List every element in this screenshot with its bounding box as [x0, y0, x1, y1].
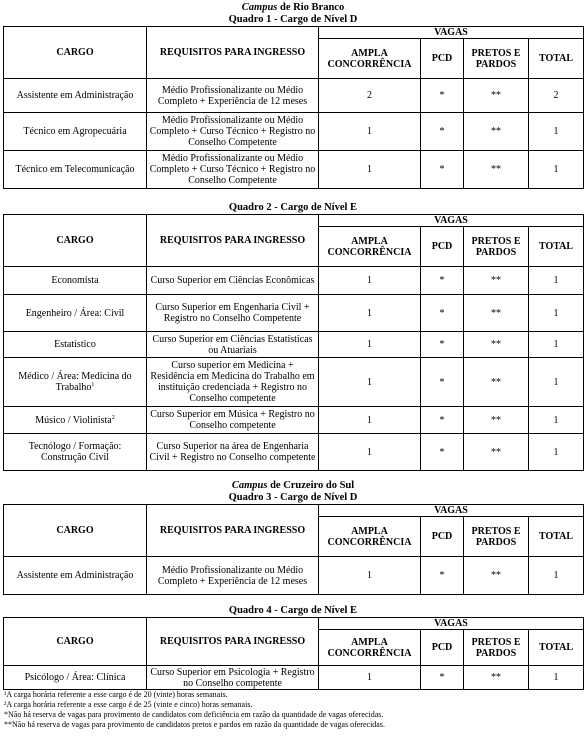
cell-total: 1 — [529, 666, 584, 690]
cell-ampla: 1 — [319, 267, 421, 295]
quadro-4-table — [3, 617, 584, 690]
cell-requisitos: Curso Superior em Ciências Econômicas — [147, 267, 319, 295]
campus-heading — [0, 480, 586, 491]
cell-ampla: 1 — [319, 151, 421, 189]
cell-requisitos: Curso Superior em Música + Registro no Conselho competente — [147, 407, 319, 434]
campus-location: de Cruzeiro do Sul — [267, 480, 355, 491]
cell-total: 1 — [529, 407, 584, 434]
quadro-title: Quadro 2 - Cargo de Nível E — [228, 202, 358, 213]
header-pcd: PCD — [421, 630, 464, 666]
cell-requisitos: Médio Profissionalizante ou Médio Completo + Experiência de 12 meses — [147, 79, 319, 113]
quadro-3-table — [3, 504, 584, 595]
quadro-title: Quadro 3 - Cargo de Nível D — [228, 492, 358, 503]
cell-cargo: Economista — [4, 267, 147, 295]
cell-cargo: Assistente em Administração — [4, 79, 147, 113]
header-ampla: AMPLA CONCORRÊNCIA — [319, 39, 421, 79]
header-pretos: PRETOS E PARDOS — [464, 517, 529, 557]
cell-pcd: * — [421, 434, 464, 471]
header-pretos: PRETOS E PARDOS — [464, 227, 529, 267]
footnote: **Não há reserva de vagas para provimento de candidatos pretos e pardos em razão da quantidade de vagas oferecidas. — [4, 720, 385, 729]
cell-total: 1 — [529, 358, 584, 407]
cell-cargo — [4, 358, 147, 407]
cell-cargo: Estatístico — [4, 332, 147, 358]
header-total: TOTAL — [529, 630, 584, 666]
header-ampla: AMPLA CONCORRÊNCIA — [319, 517, 421, 557]
footnote-marker: 1 — [91, 382, 95, 388]
header-cargo: CARGO — [4, 505, 147, 557]
cell-requisitos: Médio Profissionalizante ou Médio Completo + Curso Técnico + Registro no Conselho Competente — [147, 151, 319, 189]
cell-ampla: 2 — [319, 79, 421, 113]
cell-cargo — [4, 407, 147, 434]
footnotes — [4, 690, 584, 730]
cell-pretos: ** — [464, 151, 529, 189]
footnote-marker: 2 — [111, 414, 115, 421]
header-pretos: PRETOS E PARDOS — [464, 630, 529, 666]
cell-requisitos: Curso superior em Medicina + Residência em Medicina do Trabalho em instituição credenciada + Registro no Conselho competente — [147, 358, 319, 407]
cell-pcd: * — [421, 407, 464, 434]
cell-requisitos: Curso Superior na área de Engenharia Civil + Registro no Conselho competente — [147, 434, 319, 471]
header-total: TOTAL — [529, 39, 584, 79]
cell-pretos: ** — [464, 113, 529, 151]
table-row — [4, 267, 584, 295]
table-row — [4, 79, 584, 113]
header-requisitos: REQUISITOS PARA INGRESSO — [147, 215, 319, 267]
cargo-text: Médico / Área: Medicina do Trabalho — [18, 371, 132, 393]
campus-label: Campus — [241, 2, 278, 13]
quadro-2-table — [3, 214, 584, 471]
header-vagas: VAGAS — [319, 215, 584, 227]
header-pcd: PCD — [421, 39, 464, 79]
header-cargo: CARGO — [4, 618, 147, 666]
cell-pcd: * — [421, 666, 464, 690]
header-cargo: CARGO — [4, 215, 147, 267]
table-row — [4, 113, 584, 151]
cell-requisitos: Curso Superior em Ciências Estatísticas ou Atuariais — [147, 332, 319, 358]
cell-requisitos: Curso Superior em Psicologia + Registro no Conselho competente — [147, 666, 319, 690]
header-vagas: VAGAS — [319, 505, 584, 517]
cell-pretos: ** — [464, 407, 529, 434]
cell-total: 1 — [529, 295, 584, 332]
campus-label: Campus — [231, 480, 268, 491]
cell-requisitos: Curso Superior em Engenharia Civil + Registro no Conselho Competente — [147, 295, 319, 332]
cell-pretos: ** — [464, 358, 529, 407]
header-requisitos: REQUISITOS PARA INGRESSO — [147, 618, 319, 666]
table-row — [4, 151, 584, 189]
cargo-text: Músico / Violinista — [35, 414, 112, 426]
cell-ampla: 1 — [319, 434, 421, 471]
cell-pcd: * — [421, 557, 464, 595]
cell-pcd: * — [421, 267, 464, 295]
cell-ampla: 1 — [319, 407, 421, 434]
header-pretos: PRETOS E PARDOS — [464, 39, 529, 79]
table-row — [4, 407, 584, 434]
header-vagas: VAGAS — [319, 27, 584, 39]
quadro-1-table — [3, 26, 584, 189]
cell-total: 1 — [529, 557, 584, 595]
cell-pcd: * — [421, 79, 464, 113]
header-ampla: AMPLA CONCORRÊNCIA — [319, 630, 421, 666]
cell-pcd: * — [421, 295, 464, 332]
cell-ampla: 1 — [319, 113, 421, 151]
cell-total: 2 — [529, 79, 584, 113]
cell-cargo: Tecnólogo / Formação: Construção Civil — [4, 434, 147, 471]
cell-pcd: * — [421, 113, 464, 151]
cell-pretos: ** — [464, 267, 529, 295]
cell-total: 1 — [529, 267, 584, 295]
footnote: ¹A carga horária referente a esse cargo é de 20 (vinte) horas semanais. — [4, 690, 228, 699]
quadro-title: Quadro 1 - Cargo de Nível D — [228, 14, 358, 25]
table-row — [4, 332, 584, 358]
header-ampla: AMPLA CONCORRÊNCIA — [319, 227, 421, 267]
cell-pretos: ** — [464, 295, 529, 332]
table-row — [4, 666, 584, 690]
footnote: *Não há reserva de vagas para provimento de candidatos com deficiência em razão da quantidade de vagas oferecidas. — [4, 710, 384, 719]
table-row — [4, 295, 584, 332]
cell-cargo: Técnico em Agropecuária — [4, 113, 147, 151]
cell-cargo: Psicólogo / Área: Clínica — [4, 666, 147, 690]
header-requisitos: REQUISITOS PARA INGRESSO — [147, 505, 319, 557]
cell-requisitos: Médio Profissionalizante ou Médio Completo + Curso Técnico + Registro no Conselho Competente — [147, 113, 319, 151]
cell-ampla: 1 — [319, 358, 421, 407]
cell-pretos: ** — [464, 666, 529, 690]
cell-ampla: 1 — [319, 666, 421, 690]
campus-heading — [0, 2, 586, 13]
cell-cargo: Engenheiro / Área: Civil — [4, 295, 147, 332]
table-row — [4, 358, 584, 407]
footnote: ²A carga horária referente a esse cargo é de 25 (vinte e cinco) horas semanais. — [4, 700, 253, 709]
header-total: TOTAL — [529, 227, 584, 267]
cell-total: 1 — [529, 151, 584, 189]
campus-location: de Rio Branco — [277, 2, 345, 13]
cell-ampla: 1 — [319, 332, 421, 358]
cell-total: 1 — [529, 113, 584, 151]
header-total: TOTAL — [529, 517, 584, 557]
cell-ampla: 1 — [319, 557, 421, 595]
cell-pretos: ** — [464, 557, 529, 595]
table-row — [4, 557, 584, 595]
quadro-title: Quadro 4 - Cargo de Nível E — [228, 605, 358, 616]
header-vagas: VAGAS — [319, 618, 584, 630]
cell-pcd: * — [421, 151, 464, 189]
cell-requisitos: Médio Profissionalizante ou Médio Completo + Experiência de 12 meses — [147, 557, 319, 595]
cell-pcd: * — [421, 358, 464, 407]
cell-pretos: ** — [464, 79, 529, 113]
header-requisitos: REQUISITOS PARA INGRESSO — [147, 27, 319, 79]
cell-pretos: ** — [464, 332, 529, 358]
cell-total: 1 — [529, 434, 584, 471]
cell-cargo: Técnico em Telecomunicação — [4, 151, 147, 189]
header-pcd: PCD — [421, 227, 464, 267]
header-pcd: PCD — [421, 517, 464, 557]
cell-pretos: ** — [464, 434, 529, 471]
cell-pcd: * — [421, 332, 464, 358]
cell-total: 1 — [529, 332, 584, 358]
cell-ampla: 1 — [319, 295, 421, 332]
cell-cargo: Assistente em Administração — [4, 557, 147, 595]
header-cargo: CARGO — [4, 27, 147, 79]
table-row — [4, 434, 584, 471]
